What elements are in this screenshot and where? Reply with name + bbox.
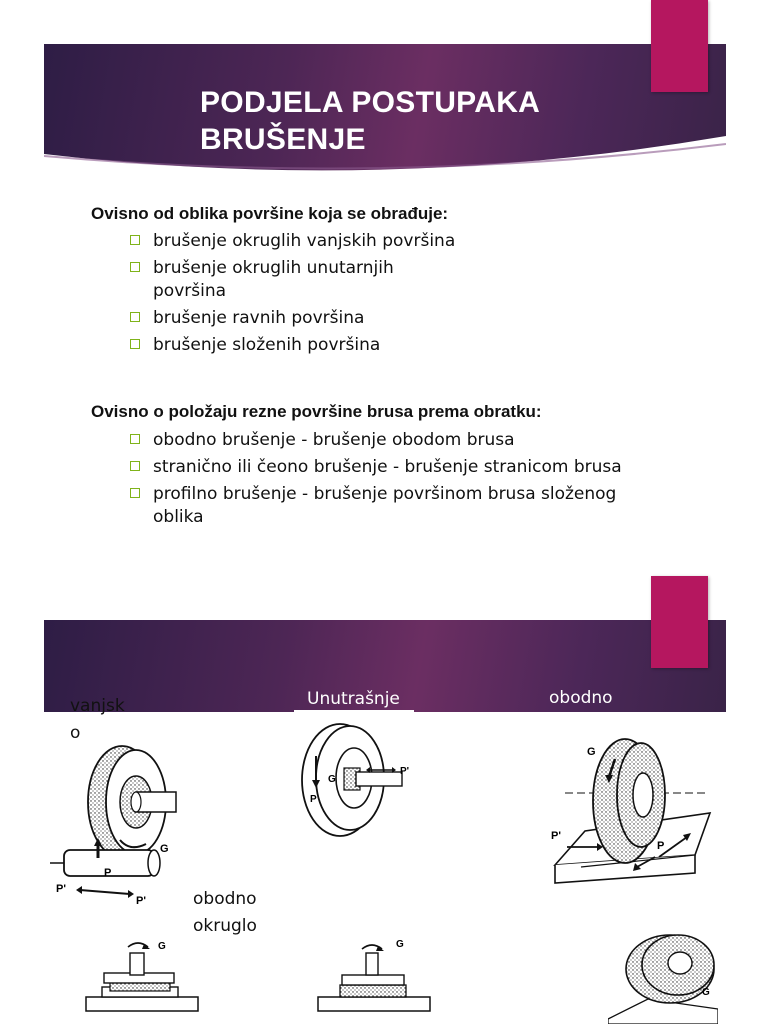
bullet-icon <box>130 235 140 245</box>
bullet-icon <box>130 461 140 471</box>
figure-stranicno-1 <box>80 935 205 1024</box>
label-P-prime: P' <box>56 883 66 895</box>
bullet-icon <box>130 312 140 322</box>
title-line-2: BRUŠENJE <box>200 123 366 156</box>
bullet-icon <box>130 262 140 272</box>
label-G: G <box>587 746 596 758</box>
label-P: P <box>657 840 665 852</box>
list-item: brušenje složenih površina <box>130 334 460 357</box>
list-item: brušenje okruglih unutarnjih površina <box>130 257 460 303</box>
label-G: G <box>160 843 169 855</box>
grinding-wheel-surface-diagram <box>545 735 720 895</box>
figure-obodno-ravno <box>545 735 720 895</box>
accent-tab <box>651 0 708 92</box>
side-grinding-diagram-1 <box>80 935 205 1024</box>
accent-tab-2 <box>651 576 708 668</box>
figure-vanjsko <box>50 740 180 910</box>
figure-stranicno-2 <box>312 935 437 1024</box>
side-grinding-diagram-2 <box>312 935 437 1024</box>
label-P: P <box>104 867 112 879</box>
label-G: G <box>328 774 336 785</box>
caption-obodno-okruglo: obodno okruglo <box>193 889 257 936</box>
list-item: stranično ili čeono brušenje - brušenje stranicom brusa <box>130 456 660 479</box>
title-line-1: PODJELA POSTUPAKA <box>200 86 541 119</box>
shape-list <box>130 230 460 361</box>
caption-obodno-ravno: obodno ravno <box>549 688 613 735</box>
figure-unutrasnje <box>294 710 414 850</box>
label-P-prime: P' <box>551 830 561 842</box>
list-item: profilno brušenje - brušenje površinom brusa složenog oblika <box>130 483 660 529</box>
label-P-prime: P' <box>400 766 410 777</box>
label-G: G <box>702 987 710 998</box>
position-list <box>130 429 660 533</box>
label-G: G <box>396 939 404 950</box>
label-P: P <box>310 794 317 805</box>
grinding-wheel-internal-diagram <box>294 710 414 850</box>
list-item: obodno brušenje - brušenje obodom brusa <box>130 429 660 452</box>
list-item: brušenje okruglih vanjskih površina <box>130 230 460 253</box>
section-heading-position: Ovisno o položaju rezne površine brusa prema obratku: <box>91 402 542 421</box>
label-P-prime: P' <box>136 895 146 907</box>
profile-grinding-diagram <box>608 925 718 1024</box>
section-heading-shape: Ovisno od oblika površine koja se obrađuje: <box>91 204 449 223</box>
bullet-icon <box>130 434 140 444</box>
label-G: G <box>158 941 166 952</box>
figure-profilno <box>608 925 718 1024</box>
grinding-wheel-external-diagram <box>50 740 180 910</box>
list-item: brušenje ravnih površina <box>130 307 460 330</box>
bullet-icon <box>130 488 140 498</box>
caption-unutrasnje: Unutrašnje <box>307 689 400 709</box>
slide-title <box>200 84 540 158</box>
caption-vanjsko: vanjsk o <box>70 696 125 743</box>
bullet-icon <box>130 339 140 349</box>
